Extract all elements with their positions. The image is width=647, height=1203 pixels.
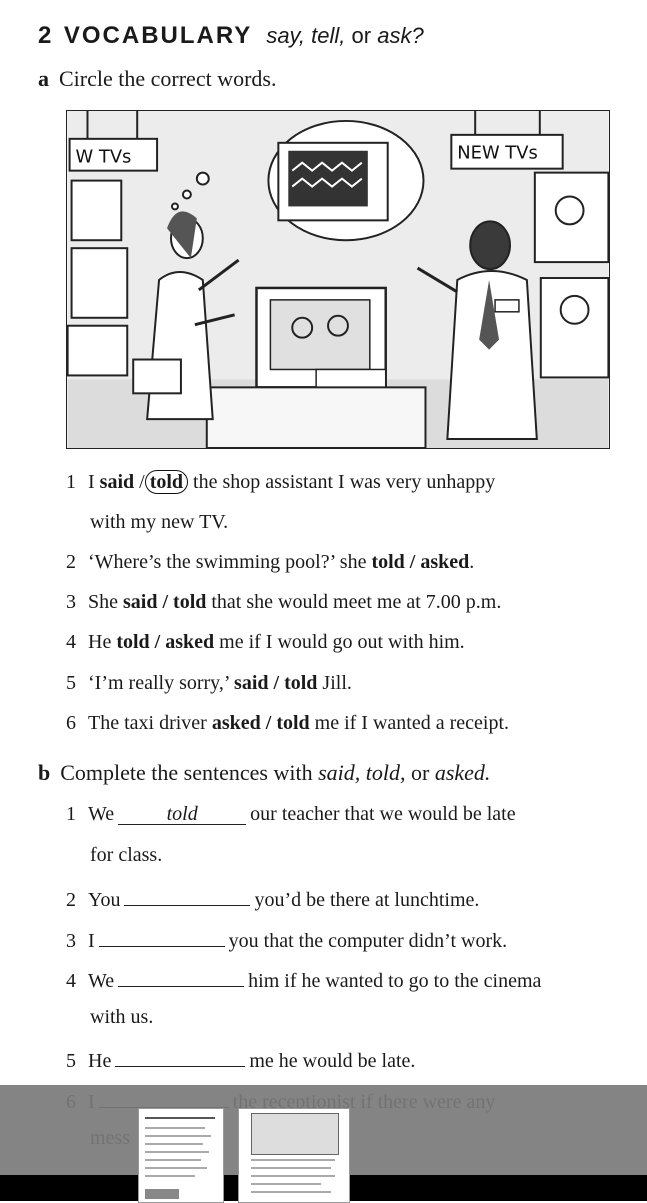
part-a-item-1: 1 I said / told the shop assistant I was very unhappy (66, 471, 496, 493)
option-word[interactable]: asked (420, 551, 470, 573)
exercise-number: 2 (38, 22, 52, 49)
part-a-item-5: 5 ‘I’m really sorry,’ said / told Jill. (66, 672, 352, 694)
part-a-instruction: a Circle the correct words. (38, 66, 277, 91)
part-b-item-3: 3 I you that the computer didn’t work. (66, 924, 507, 953)
part-b-item-1-continued: for class. (90, 844, 163, 866)
part-a-item-4: 4 He told / asked me if I would go out with him. (66, 631, 465, 653)
option-word[interactable]: said (234, 672, 269, 694)
circled-answer[interactable]: told (145, 470, 188, 494)
option-word[interactable]: told (371, 551, 405, 573)
page-thumbnail-1[interactable] (138, 1108, 224, 1203)
option-word[interactable]: told (276, 712, 310, 734)
answer-blank[interactable] (99, 924, 225, 947)
option-word[interactable]: asked (211, 712, 261, 734)
exercise-title: VOCABULARY (63, 22, 253, 49)
part-b-item-4: 4 We him if he wanted to go to the cinema (66, 964, 541, 993)
answer-blank[interactable]: told (118, 802, 246, 825)
answer-blank[interactable] (124, 883, 250, 906)
part-a-item-1-continued: with my new TV. (90, 511, 229, 533)
page-thumbnail-2[interactable] (238, 1108, 350, 1203)
part-b-instruction: b Complete the sentences with said, told, or asked. (38, 760, 491, 785)
answer-blank[interactable] (115, 1044, 245, 1067)
option-word[interactable]: told (116, 631, 150, 653)
option-word[interactable]: asked (165, 631, 215, 653)
shop-illustration (66, 110, 610, 449)
sign-left-text: W TVs (75, 146, 132, 168)
option-word[interactable]: told (173, 591, 207, 613)
part-b-item-2: 2 You you’d be there at lunchtime. (66, 883, 479, 912)
option-word[interactable]: said (123, 591, 158, 613)
answer-blank[interactable] (118, 964, 244, 987)
exercise-heading (38, 22, 424, 50)
part-a-item-6: 6 The taxi driver asked / told me if I wanted a receipt. (66, 712, 510, 734)
part-b-item-1: 1 We told our teacher that we would be late (66, 803, 516, 825)
part-b-item-4-continued: with us. (90, 1006, 154, 1028)
part-a-item-2: 2 ‘Where’s the swimming pool?’ she told / asked. (66, 551, 475, 573)
option-word[interactable]: told (284, 672, 318, 694)
part-b-item-5: 5 He me he would be late. (66, 1044, 415, 1073)
sign-right-text: NEW TVs (457, 142, 538, 164)
part-a-item-3: 3 She said / told that she would meet me at 7.00 p.m. (66, 591, 502, 613)
exercise-subtitle: say, tell, or ask? (266, 23, 424, 48)
